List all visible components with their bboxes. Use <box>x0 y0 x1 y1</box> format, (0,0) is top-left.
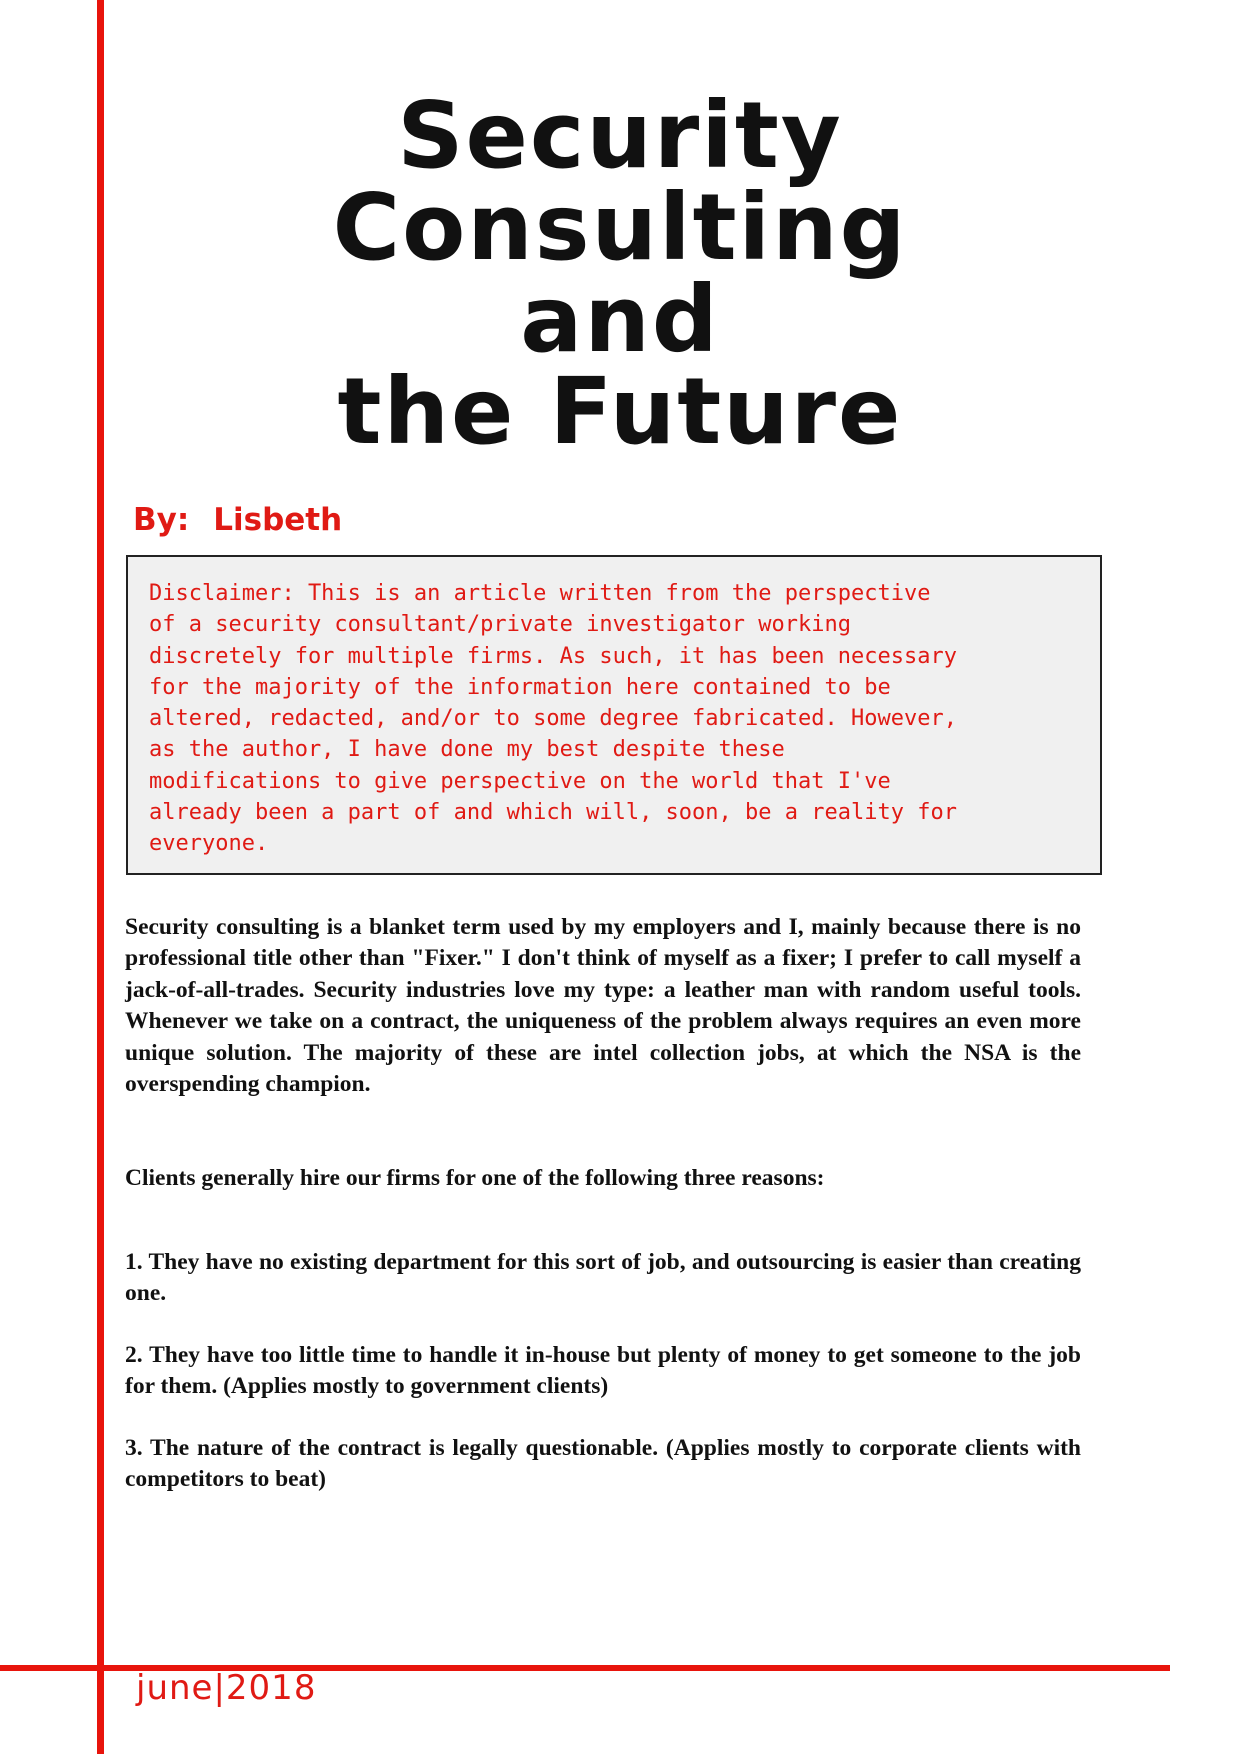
reason-item-3: 3. The nature of the contract is legally questionable. (Applies mostly to corporate clients with competitors to beat) <box>125 1435 1081 1493</box>
disclaimer-line: for the majority of the information here contained to be <box>149 674 891 700</box>
byline-label: By: <box>133 502 190 538</box>
title-line-4: the Future <box>337 358 903 465</box>
disclaimer-box <box>126 555 1102 875</box>
disclaimer-line: already been a part of and which will, soon, be a reality for <box>149 800 957 826</box>
page-title <box>120 82 1120 465</box>
disclaimer-line: discretely for multiple firms. As such, it has been necessary <box>149 643 957 669</box>
title-line-2: Consulting <box>332 174 908 281</box>
disclaimer-line: altered, redacted, and/or to some degree fabricated. However, <box>149 706 957 732</box>
disclaimer-line: as the author, I have done my best despite these <box>149 737 785 763</box>
disclaimer-line: Disclaimer: This is an article written from the perspective <box>149 581 931 606</box>
reason-item-2: 2. They have too little time to handle it in-house but plenty of money to get someone to the job for them. (Applies mostly to government clients) <box>125 1342 1081 1400</box>
byline-author: Lisbeth <box>213 502 343 538</box>
body-paragraph-intro: Security consulting is a blanket term used by my employers and I, mainly because there is no professional title other than "Fixer." I don't think of myself as a fixer; I prefer to call myself a jack-of-all-trades. Security industries love my type: a leather man with random useful tools. Whenever we take on a contract, the uniqueness of the problem always requires an even more unique solution. The majority of these are intel collection jobs, at which the NSA is the overspending champion. <box>125 914 1081 1098</box>
title-line-1: Security <box>397 82 843 189</box>
disclaimer-line: everyone. <box>149 831 269 857</box>
disclaimer-line: of a security consultant/private investigator working <box>149 612 851 638</box>
title-line-3: and <box>520 266 720 373</box>
footer-date: june|2018 <box>136 1668 317 1708</box>
byline <box>133 502 342 538</box>
body-paragraph-reasons-intro: Clients generally hire our firms for one of the following three reasons: <box>125 1165 825 1191</box>
disclaimer-line: modifications to give perspective on the world that I've <box>149 768 891 794</box>
reason-item-1: 1. They have no existing department for this sort of job, and outsourcing is easier than creating one. <box>125 1249 1081 1307</box>
margin-vertical-rule <box>97 0 104 1754</box>
